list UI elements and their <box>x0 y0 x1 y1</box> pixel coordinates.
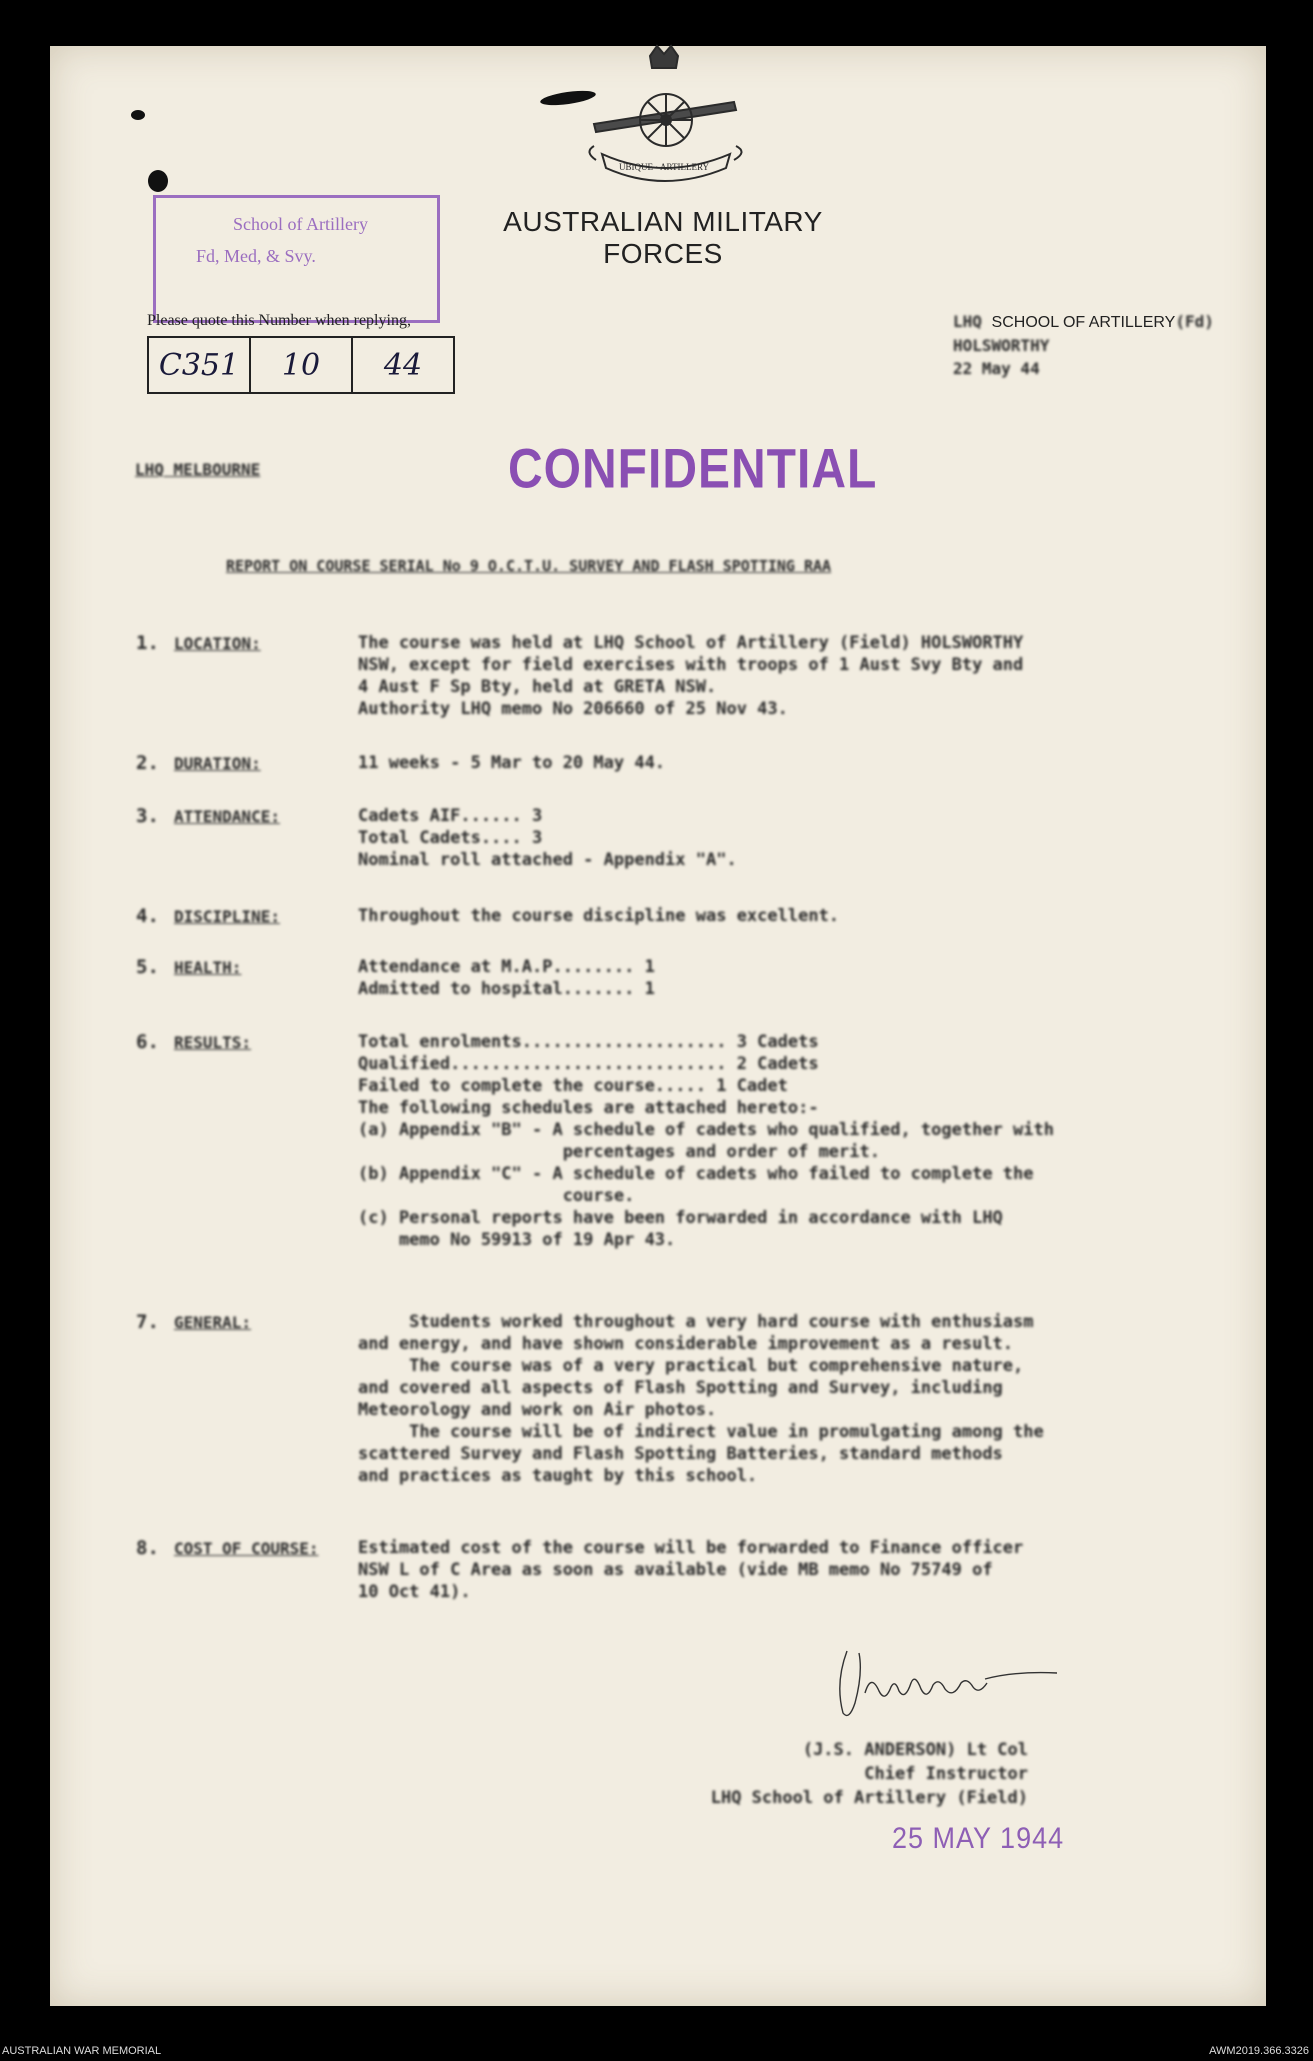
paragraph-line: Attendance at M.A.P........ 1 <box>358 957 655 977</box>
paragraph-line: Failed to complete the course..... 1 Cadet <box>358 1076 788 1096</box>
signature-block <box>598 1738 1028 1810</box>
paragraph-line: course. <box>358 1186 635 1206</box>
letter-date: 22 May 44 <box>953 359 1040 378</box>
paragraph-heading: GENERAL: <box>174 1313 252 1332</box>
school-stamp-line2: Fd, Med, & Svy. <box>196 246 316 266</box>
paragraph-line: and covered all aspects of Flash Spotting and Survey, including <box>358 1378 1003 1398</box>
sender-prefix: LHQ <box>953 312 982 331</box>
paragraph-line: percentages and order of merit. <box>358 1142 880 1162</box>
paragraph-line: Total Cadets.... 3 <box>358 828 543 848</box>
signatory-title: Chief Instructor <box>864 1764 1028 1784</box>
paragraph-heading: ATTENDANCE: <box>174 807 280 826</box>
reference-cell: 44 <box>383 347 423 383</box>
reference-cell: 10 <box>251 338 353 392</box>
subject-line: REPORT ON COURSE SERIAL No 9 O.C.T.U. SURVEY AND FLASH SPOTTING RAA <box>226 557 832 575</box>
sender-location: HOLSWORTHY <box>953 336 1050 355</box>
footer-accession: AWM2019.366.3326 <box>1209 2045 1309 2057</box>
paragraph-number: 5. <box>136 956 159 978</box>
paragraph-line: 10 Oct 41). <box>358 1582 471 1602</box>
handwritten-signature <box>825 1643 1065 1723</box>
paragraph-line: 11 weeks - 5 Mar to 20 May 44. <box>358 753 666 773</box>
paragraph-line: and energy, and have shown considerable improvement as a result. <box>358 1334 1014 1354</box>
paragraph-number: 7. <box>136 1311 159 1333</box>
paragraph-line: scattered Survey and Flash Spotting Batteries, standard methods <box>358 1444 1003 1464</box>
sender-unit: SCHOOL OF ARTILLERY <box>991 314 1176 331</box>
paragraph-line: (a) Appendix "B" - A schedule of cadets who qualified, together with <box>358 1120 1054 1140</box>
paragraph-line: Meteorology and work on Air photos. <box>358 1400 717 1420</box>
paragraph-line: The course was of a very practical but comprehensive nature, <box>358 1356 1024 1376</box>
sender-address <box>953 310 1214 380</box>
paragraph-line: Authority LHQ memo No 206660 of 25 Nov 43. <box>358 699 788 719</box>
paragraph-number: 2. <box>136 752 159 774</box>
paragraph-line: Qualified........................... 2 Cadets <box>358 1054 819 1074</box>
crest-motto: UBIQUE · ARTILLERY <box>619 162 709 172</box>
paragraph-line: memo No 59913 of 19 Apr 43. <box>358 1230 676 1250</box>
paragraph-heading: DISCIPLINE: <box>174 907 280 926</box>
reference-cell: C351 <box>149 338 251 392</box>
paragraph-line: Throughout the course discipline was excellent. <box>358 906 840 926</box>
paragraph-heading: DURATION: <box>174 754 261 773</box>
ink-blot <box>148 170 168 192</box>
paragraph-line: Estimated cost of the course will be forwarded to Finance officer <box>358 1538 1024 1558</box>
paragraph-heading: COST OF COURSE: <box>174 1539 319 1558</box>
sender-suffix: (Fd) <box>1175 312 1214 331</box>
paragraph-line: Admitted to hospital....... 1 <box>358 979 655 999</box>
paragraph-number: 8. <box>136 1537 159 1559</box>
addressee: LHQ MELBOURNE <box>135 460 261 479</box>
school-stamp-line1: School of Artillery <box>233 214 368 234</box>
paragraph-number: 6. <box>136 1031 159 1053</box>
signatory-name: (J.S. ANDERSON) Lt Col <box>802 1740 1028 1760</box>
paragraph-line: The course will be of indirect value in promulgating among the <box>358 1422 1044 1442</box>
paragraph-line: Students worked throughout a very hard course with enthusiasm <box>358 1312 1034 1332</box>
paragraph-number: 3. <box>136 805 159 827</box>
ink-blot <box>131 110 145 120</box>
reference-number-box <box>147 336 455 394</box>
royal-artillery-crest-icon <box>554 42 774 192</box>
paragraph-line: NSW L of C Area as soon as available (vide MB memo No 75749 of <box>358 1560 993 1580</box>
paragraph-heading: HEALTH: <box>174 958 242 977</box>
footer-source: AUSTRALIAN WAR MEMORIAL <box>2 2045 162 2057</box>
paragraph-number: 4. <box>136 905 159 927</box>
classification-stamp: CONFIDENTIAL <box>508 439 878 500</box>
quote-number-label: Please quote this Number when replying, <box>147 312 411 329</box>
paragraph-heading: LOCATION: <box>174 634 261 653</box>
paragraph-line: and practices as taught by this school. <box>358 1466 758 1486</box>
paragraph-line: Total enrolments.................... 3 Cadets <box>358 1032 819 1052</box>
letterhead-title: AUSTRALIAN MILITARY FORCES <box>503 206 823 269</box>
received-date-stamp: 25 MAY 1944 <box>892 1821 1065 1855</box>
signatory-unit: LHQ School of Artillery (Field) <box>710 1788 1028 1808</box>
paragraph-line: The following schedules are attached hereto:- <box>358 1098 819 1118</box>
paragraph-line: Cadets AIF...... 3 <box>358 806 543 826</box>
paragraph-number: 1. <box>136 632 159 654</box>
paragraph-line: (b) Appendix "C" - A schedule of cadets who failed to complete the <box>358 1164 1034 1184</box>
paragraph-line: 4 Aust F Sp Bty, held at GRETA NSW. <box>358 677 717 697</box>
paragraph-line: NSW, except for field exercises with troops of 1 Aust Svy Bty and <box>358 655 1024 675</box>
paragraph-line: The course was held at LHQ School of Artillery (Field) HOLSWORTHY <box>358 633 1024 653</box>
paragraph-line: Nominal roll attached - Appendix "A". <box>358 850 737 870</box>
paragraph-line: (c) Personal reports have been forwarded in accordance with LHQ <box>358 1208 1003 1228</box>
paragraph-heading: RESULTS: <box>174 1033 252 1052</box>
